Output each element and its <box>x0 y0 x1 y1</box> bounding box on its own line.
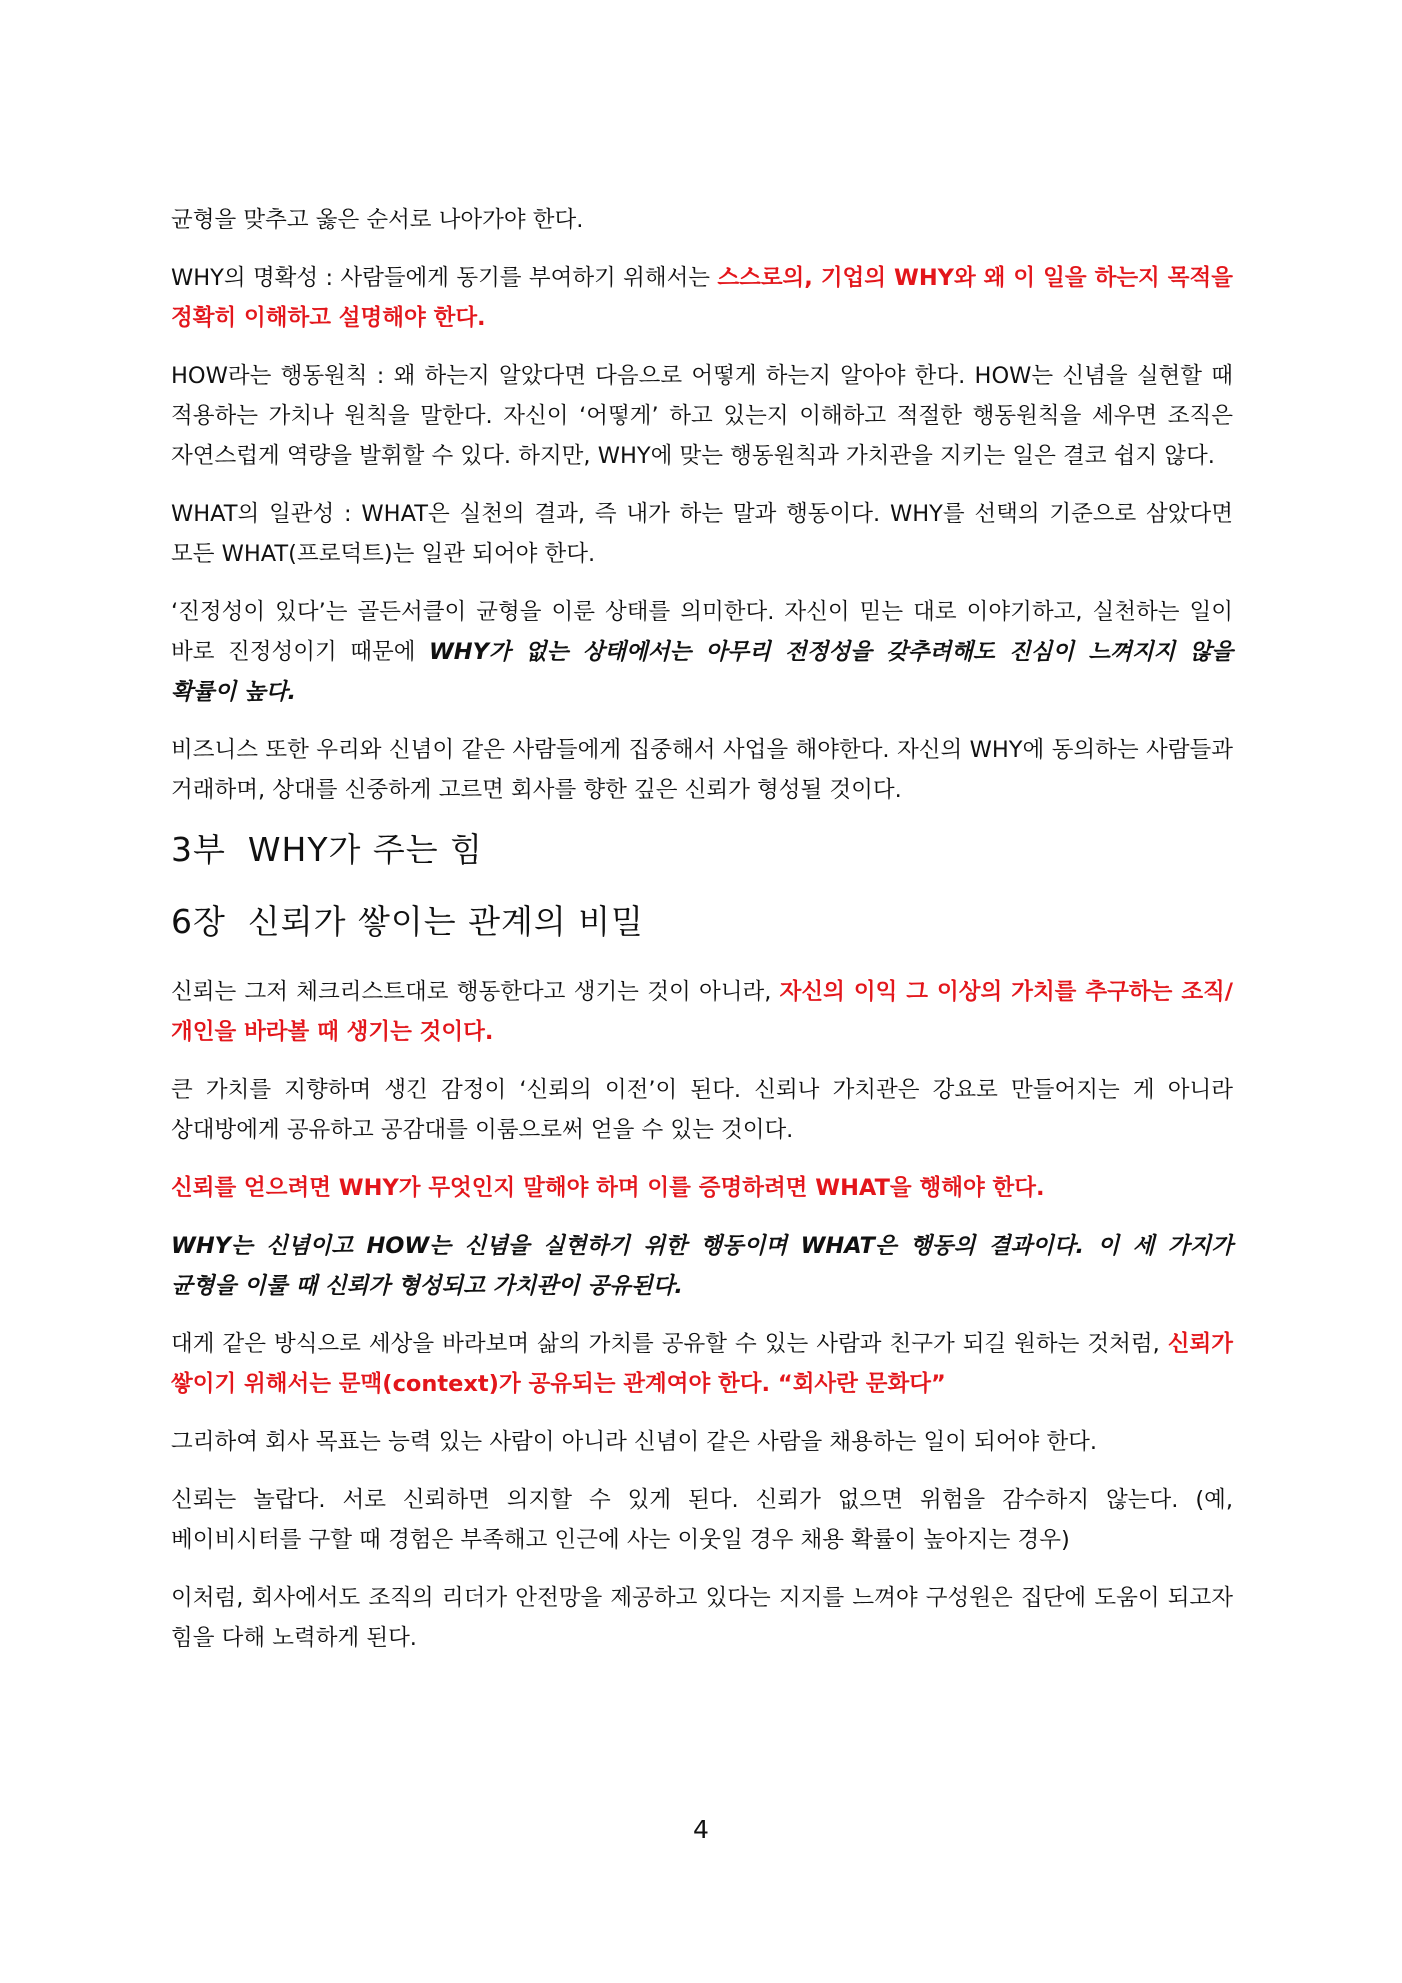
paragraph-balance <box>171 200 1233 240</box>
paragraph-earn-trust <box>171 1168 1233 1208</box>
paragraph-how-principle <box>171 356 1233 476</box>
paragraph-golden-circle <box>171 1226 1233 1306</box>
paragraph-trust-origin <box>171 972 1233 1052</box>
paragraph-text: HOW라는 행동원칙 : 왜 하는지 알았다면 다음으로 어떻게 하는지 알아야 한다. HOW는 신념을 실현할 때 적용하는 가치나 원칙을 말한다. 자신이 ‘어떻게’ 하고 있는지 이해하고 적절한 행동원칙을 세우면 조직은 자연스럽게 역량을 발휘할 수 있다. 하지만, WHY에 맞는 행동원칙과 가치관을 지키는 일은 결코 쉽지 않다. <box>171 363 1233 469</box>
paragraph-text: 그리하여 회사 목표는 능력 있는 사람이 아니라 신념이 같은 사람을 채용하는 일이 되어야 한다. <box>171 1429 1098 1455</box>
paragraph-text: WHAT의 일관성 : WHAT은 실천의 결과, 즉 내가 하는 말과 행동이다. WHY를 선택의 기준으로 삼았다면 모든 WHAT(프로덕트)는 일관 되어야 한다. <box>171 501 1233 567</box>
part-title: WHY가 주는 힘 <box>247 830 483 869</box>
page-content <box>171 200 1233 1676</box>
page-number: 4 <box>693 1815 709 1844</box>
paragraph-text: 신뢰는 그저 체크리스트대로 행동한다고 생기는 것이 아니라, <box>171 979 780 1005</box>
paragraph-text: 비즈니스 또한 우리와 신념이 같은 사람들에게 집중해서 사업을 해야한다. 자신의 WHY에 동의하는 사람들과 거래하며, 상대를 신중하게 고르면 회사를 향한 깊은 신뢰가 형성될 것이다. <box>171 737 1233 803</box>
highlighted-text: 신뢰가 쌓이기 위해서는 문맥(context)가 공유되는 관계여야 한다. “회사란 문화다” <box>171 1331 1233 1397</box>
paragraph-leader-safety-net <box>171 1578 1233 1658</box>
paragraph-hiring <box>171 1422 1233 1462</box>
part-heading <box>171 828 1233 872</box>
paragraph-business <box>171 730 1233 810</box>
highlighted-text: 신뢰를 얻으려면 WHY가 무엇인지 말해야 하며 이를 증명하려면 WHAT을 행해야 한다. <box>171 1175 1045 1201</box>
paragraph-trust-transfer <box>171 1070 1233 1150</box>
emphasized-text: WHY가 없는 상태에서는 아무리 전정성을 갖추려해도 진심이 느껴지지 않을 확률이 높다. <box>171 639 1233 705</box>
paragraph-why-clarity <box>171 258 1233 338</box>
chapter-number: 6장 <box>171 902 226 941</box>
paragraph-what-consistency <box>171 494 1233 574</box>
chapter-heading <box>171 900 1233 944</box>
paragraph-text: 균형을 맞추고 옳은 순서로 나아가야 한다. <box>171 207 584 233</box>
emphasized-text: WHY는 신념이고 HOW는 신념을 실현하기 위한 행동이며 WHAT은 행동의 결과이다. 이 세 가지가 균형을 이룰 때 신뢰가 형성되고 가치관이 공유된다. <box>171 1233 1233 1299</box>
paragraph-authenticity <box>171 592 1233 712</box>
paragraph-text: 대게 같은 방식으로 세상을 바라보며 삶의 가치를 공유할 수 있는 사람과 친구가 되길 원하는 것처럼, <box>171 1331 1168 1357</box>
paragraph-text: ‘진정성이 있다’는 골든서클이 균형을 이룬 상태를 의미한다. 자신이 믿는 대로 이야기하고, 실천하는 일이 바로 진정성이기 때문에 <box>171 599 1233 665</box>
chapter-title: 신뢰가 쌓이는 관계의 비밀 <box>247 902 645 941</box>
paragraph-text: 신뢰는 놀랍다. 서로 신뢰하면 의지할 수 있게 된다. 신뢰가 없으면 위험을 감수하지 않는다. (예, 베이비시터를 구할 때 경험은 부족해고 인근에 사는 이웃일 경우 채용 확률이 높아지는 경우) <box>171 1487 1233 1553</box>
paragraph-text: WHY의 명확성 : 사람들에게 동기를 부여하기 위해서는 <box>171 265 718 291</box>
paragraph-trust-amazing <box>171 1480 1233 1560</box>
paragraph-text: 이처럼, 회사에서도 조직의 리더가 안전망을 제공하고 있다는 지지를 느껴야 구성원은 집단에 도움이 되고자 힘을 다해 노력하게 된다. <box>171 1585 1233 1651</box>
part-number: 3부 <box>171 830 226 869</box>
highlighted-text: 스스로의, 기업의 WHY와 왜 이 일을 하는지 목적을 정확히 이해하고 설명해야 한다. <box>171 265 1233 331</box>
paragraph-shared-context <box>171 1324 1233 1404</box>
highlighted-text: 자신의 이익 그 이상의 가치를 추구하는 조직/개인을 바라볼 때 생기는 것이다. <box>171 979 1234 1045</box>
paragraph-text: 큰 가치를 지향하며 생긴 감정이 ‘신뢰의 이전’이 된다. 신뢰나 가치관은 강요로 만들어지는 게 아니라 상대방에게 공유하고 공감대를 이룸으로써 얻을 수 있는 것이다. <box>171 1077 1233 1143</box>
